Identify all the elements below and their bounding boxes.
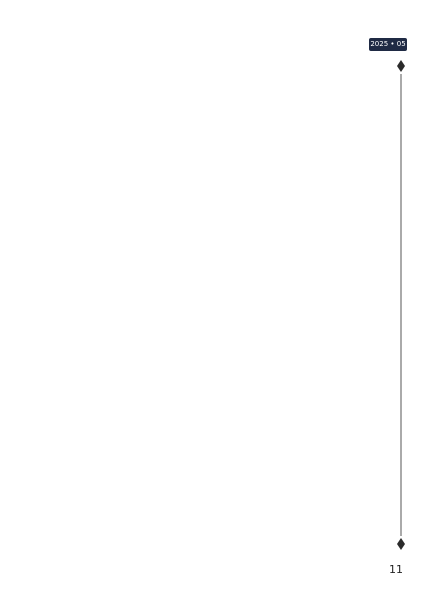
decorative-margin-rule xyxy=(393,60,409,550)
ornament-top-icon xyxy=(397,60,405,72)
page-number: 11 xyxy=(389,563,403,576)
issue-badge: 2025 • 05 xyxy=(369,38,407,51)
ornament-bottom-icon xyxy=(397,538,405,550)
